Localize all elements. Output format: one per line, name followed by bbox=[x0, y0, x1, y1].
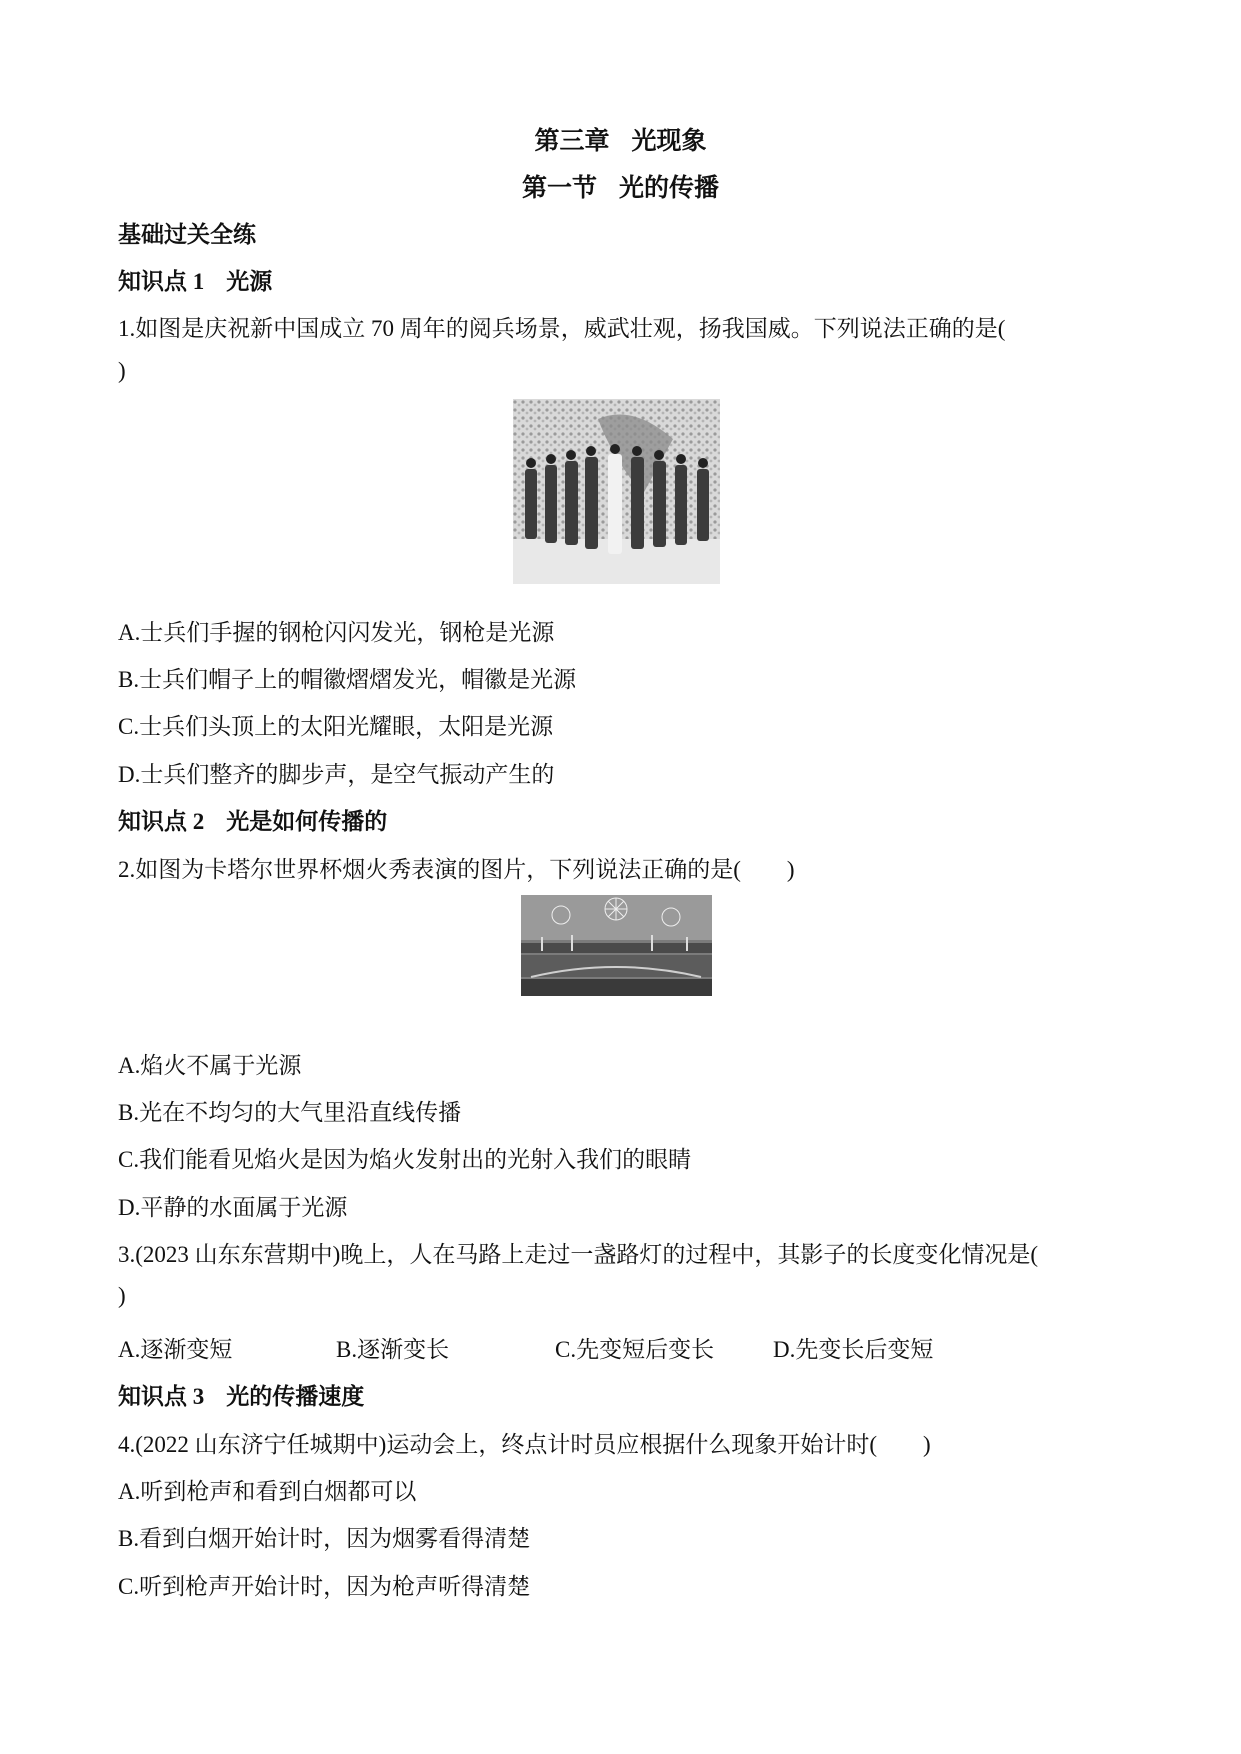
kp2-label: 知识点 2 bbox=[118, 809, 205, 834]
section-label: 第一节 bbox=[521, 175, 597, 202]
section-name: 光的传播 bbox=[619, 175, 720, 202]
q1-option-c: C.士兵们头顶上的太阳光耀眼，太阳是光源 bbox=[118, 714, 554, 739]
q1-option-d: D.士兵们整齐的脚步声，是空气振动产生的 bbox=[118, 762, 555, 787]
fireworks-photo bbox=[521, 895, 712, 996]
question-3-stem: 3.(2023 山东东营期中)晚上，人在马路上走过一盏路灯的过程中，其影子的长度变化情况是( bbox=[118, 1242, 1038, 1267]
q4-option-b: B.看到白烟开始计时，因为烟雾看得清楚 bbox=[118, 1526, 531, 1551]
question-1-stem-end: ) bbox=[118, 358, 126, 383]
chapter-name: 光现象 bbox=[631, 128, 707, 155]
q2-option-d: D.平静的水面属于光源 bbox=[118, 1195, 348, 1220]
q3-option-c: C.先变短后变长 bbox=[555, 1337, 715, 1362]
knowledge-point-3-heading bbox=[118, 1378, 364, 1411]
kp1-name: 光源 bbox=[226, 269, 273, 294]
q4-option-c: C.听到枪声开始计时，因为枪声听得清楚 bbox=[118, 1574, 531, 1599]
kp3-name: 光的传播速度 bbox=[226, 1384, 365, 1409]
parade-photo bbox=[513, 399, 720, 584]
q3-option-b: B.逐渐变长 bbox=[336, 1337, 450, 1362]
parade-illustration bbox=[513, 399, 720, 584]
q1-option-b: B.士兵们帽子上的帽徽熠熠发光，帽徽是光源 bbox=[118, 667, 577, 692]
question-4-stem: 4.(2022 山东济宁任城期中)运动会上，终点计时员应根据什么现象开始计时( ) bbox=[118, 1432, 931, 1457]
q2-option-c: C.我们能看见焰火是因为焰火发射出的光射入我们的眼睛 bbox=[118, 1147, 692, 1172]
question-2-stem: 2.如图为卡塔尔世界杯烟火秀表演的图片，下列说法正确的是( ) bbox=[118, 857, 795, 882]
fireworks-illustration bbox=[521, 895, 712, 996]
q3-option-a: A.逐渐变短 bbox=[118, 1337, 233, 1362]
knowledge-point-2-heading bbox=[118, 803, 387, 836]
chapter-title bbox=[0, 121, 1241, 157]
question-1-stem: 1.如图是庆祝新中国成立 70 周年的阅兵场景，威武壮观，扬我国威。下列说法正确的是( bbox=[118, 316, 1006, 341]
kp1-label: 知识点 1 bbox=[118, 269, 205, 294]
kp3-label: 知识点 3 bbox=[118, 1384, 205, 1409]
q1-option-a: A.士兵们手握的钢枪闪闪发光，钢枪是光源 bbox=[118, 620, 555, 645]
q3-option-d: D.先变长后变短 bbox=[773, 1337, 934, 1362]
question-3-stem-end: ) bbox=[118, 1283, 126, 1308]
chapter-label: 第三章 bbox=[534, 128, 610, 155]
kp2-name: 光是如何传播的 bbox=[226, 809, 388, 834]
q2-option-a: A.焰火不属于光源 bbox=[118, 1053, 302, 1078]
q2-option-b: B.光在不均匀的大气里沿直线传播 bbox=[118, 1100, 462, 1125]
knowledge-point-1-heading bbox=[118, 263, 272, 296]
exercise-title: 基础过关全练 bbox=[118, 222, 256, 247]
section-title bbox=[0, 168, 1241, 204]
q4-option-a: A.听到枪声和看到白烟都可以 bbox=[118, 1479, 417, 1504]
